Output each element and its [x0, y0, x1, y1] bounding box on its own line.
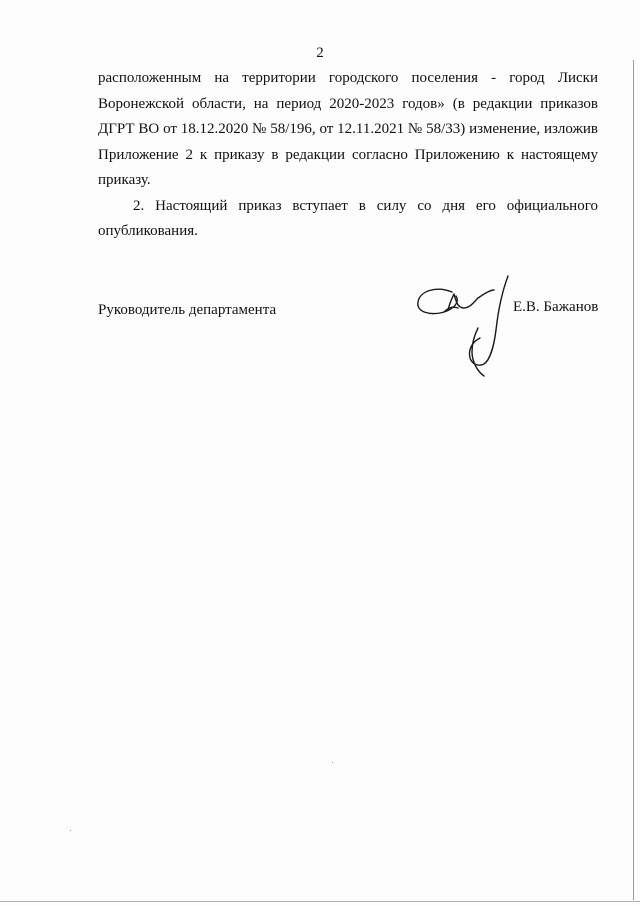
scan-speck: [332, 762, 333, 763]
scan-speck: [70, 830, 71, 831]
scan-edge-right: [633, 60, 634, 900]
handwritten-signature: [408, 272, 518, 380]
document-body: [98, 66, 598, 245]
paragraph-item-2: 2. Настоящий приказ вступает в силу со дня его официального опубликования.: [98, 197, 598, 239]
signatory-position: Руководитель департамента: [98, 302, 277, 318]
page-number: 2: [316, 45, 324, 61]
paragraph-continuation: расположенным на территории городского поселения - город Лиски Воронежской области, на период 2020-2023 годов» (в редакции приказов ДГРТ ВО от 18.12.2020 № 58/196, от 12.11.2021 № 58/33) изменение, изложив Приложение 2 к приказу в редакции согласно Приложению к настоящему приказу.: [98, 70, 598, 188]
signatory-name: Е.В. Бажанов: [513, 299, 599, 315]
scan-edge-bottom: [0, 901, 640, 902]
